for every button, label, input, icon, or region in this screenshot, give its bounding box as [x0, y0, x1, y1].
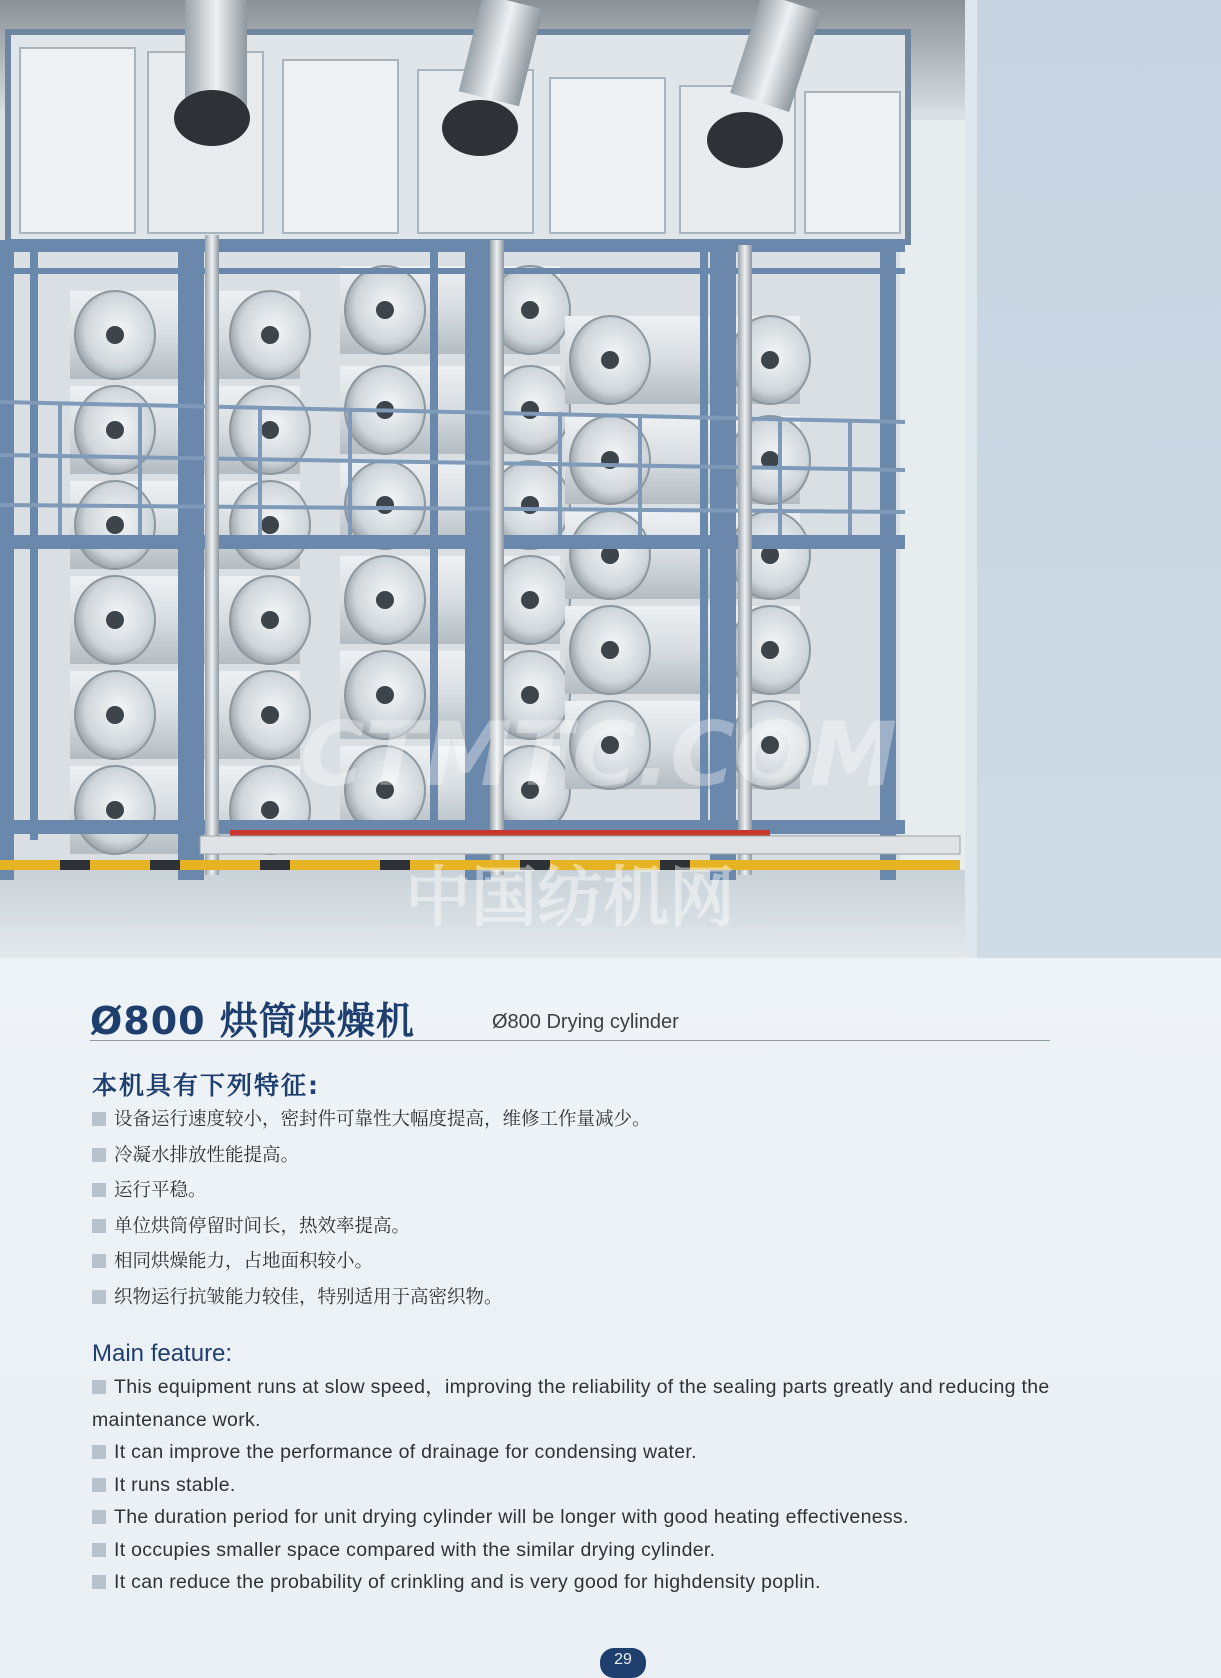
list-item: It can improve the performance of drainage for condensing water.: [92, 1436, 1082, 1469]
title-row: [90, 990, 1050, 1041]
list-item: 单位烘筒停留时间长，热效率提高。: [92, 1209, 651, 1245]
square-bullet-icon: [92, 1148, 106, 1162]
list-item: It can reduce the probability of crinkling and is very good for highdensity poplin.: [92, 1566, 1082, 1599]
drying-drum: [565, 606, 810, 694]
square-bullet-icon: [92, 1112, 106, 1126]
features-list-en: [92, 1371, 1082, 1599]
square-bullet-icon: [92, 1380, 106, 1394]
product-description: [0, 958, 1221, 1668]
features-heading-cn: 本机具有下列特征:: [92, 1071, 320, 1100]
drying-cylinder-machine-photo: [0, 0, 965, 958]
list-item: 冷凝水排放性能提高。: [92, 1138, 651, 1174]
square-bullet-icon: [92, 1183, 106, 1197]
square-bullet-icon: [92, 1543, 106, 1557]
list-item: It occupies smaller space compared with the similar drying cylinder.: [92, 1534, 1082, 1567]
watermark-cn: 中国纺机网: [405, 859, 735, 936]
list-item: This equipment runs at slow speed，improving the reliability of the sealing parts greatly and reducing the maintenance work.: [92, 1376, 1050, 1431]
square-bullet-icon: [92, 1254, 106, 1268]
list-item: 设备运行速度较小，密封件可靠性大幅度提高，维修工作量减少。: [92, 1102, 651, 1138]
drying-drum: [340, 556, 570, 644]
features-list-cn: [92, 1102, 651, 1315]
list-item: 运行平稳。: [92, 1173, 651, 1209]
features-heading-en: Main feature:: [92, 1340, 233, 1367]
drying-drum: [565, 316, 810, 404]
square-bullet-icon: [92, 1575, 106, 1589]
page-title-cn: Ø800 烘筒烘燥机: [90, 999, 415, 1043]
square-bullet-icon: [92, 1510, 106, 1524]
square-bullet-icon: [92, 1290, 106, 1304]
square-bullet-icon: [92, 1478, 106, 1492]
drying-drum: [565, 511, 810, 599]
drying-drum: [340, 266, 570, 354]
list-item: The duration period for unit drying cylinder will be longer with good heating effectiveness.: [92, 1501, 1082, 1534]
drying-drum: [565, 416, 810, 504]
page-title-en: Ø800 Drying cylinder: [492, 1011, 679, 1033]
list-item: 相同烘燥能力，占地面积较小。: [92, 1244, 651, 1280]
photo-divider: [965, 0, 977, 958]
list-item: 织物运行抗皱能力较佳，特别适用于高密织物。: [92, 1280, 651, 1316]
decorative-side-panel: [977, 0, 1221, 958]
machine-illustration: [0, 0, 965, 958]
square-bullet-icon: [92, 1445, 106, 1459]
list-item: It runs stable.: [92, 1469, 1082, 1502]
square-bullet-icon: [92, 1219, 106, 1233]
page-number: 29: [600, 1648, 646, 1678]
watermark-latin: CTMTC.COM: [300, 703, 898, 806]
